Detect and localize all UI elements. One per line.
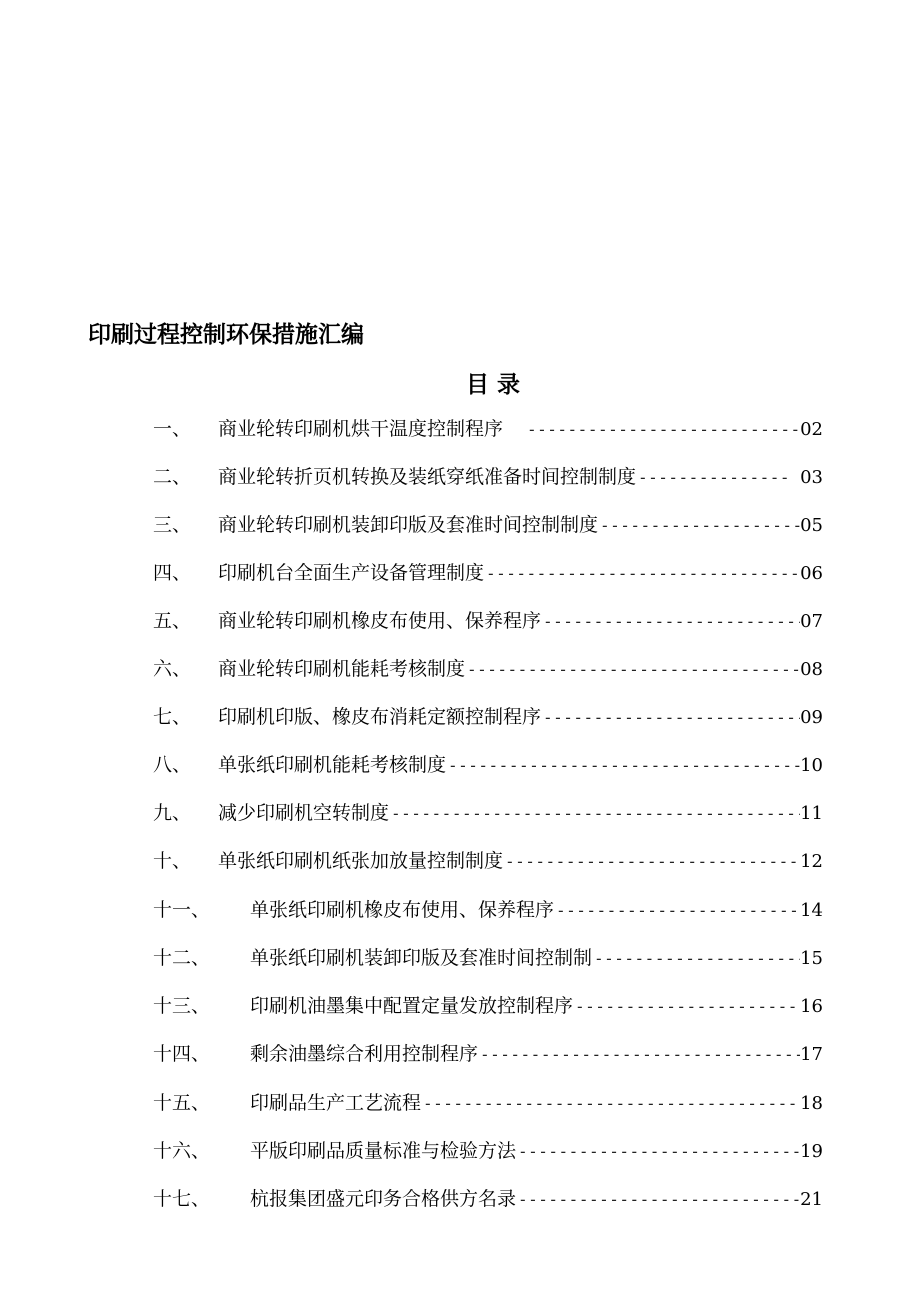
toc-entry-page: 05 [800,515,823,536]
toc-leader-dashes [518,1128,800,1176]
toc-leader-dashes [423,1080,800,1128]
document-title: 印刷过程控制环保措施汇编 [88,322,364,348]
toc-leader-dashes [467,646,800,694]
toc-entry[interactable] [0,741,920,789]
toc-entry-number: 一、 [153,418,192,440]
toc-entry[interactable] [0,693,920,741]
toc-entry-page: 17 [800,1044,823,1065]
toc-entry-number: 十七、 [153,1188,211,1210]
toc-entry-title: 单张纸印刷机橡皮布使用、保养程序 [250,899,555,921]
toc-entry-number: 五、 [153,610,192,632]
toc-entry-page: 14 [800,900,823,921]
toc-entry-title: 印刷机油墨集中配置定量发放控制程序 [250,995,574,1017]
toc-entry-title: 剩余油墨综合利用控制程序 [250,1043,479,1065]
toc-entry[interactable] [0,453,920,501]
toc-entry[interactable] [0,549,920,597]
toc-entry-page: 12 [800,851,823,872]
toc-entry-number: 七、 [153,706,192,728]
toc-entry[interactable] [0,597,920,645]
toc-entry[interactable] [0,501,920,549]
toc-entry[interactable] [0,789,920,837]
toc-leader-dashes [594,935,800,983]
toc-entry-title: 商业轮转印刷机烘干温度控制程序 [218,418,504,440]
toc-entry-number: 三、 [153,514,192,536]
toc-entry[interactable] [0,1079,920,1127]
toc-leader-dashes [543,598,800,646]
toc-entry-number: 八、 [153,754,192,776]
toc-entry[interactable] [0,645,920,693]
toc-entry[interactable] [0,1030,920,1078]
toc-leader-dashes [448,742,800,790]
toc-entry-title: 商业轮转印刷机能耗考核制度 [218,658,466,680]
toc-entry-title: 商业轮转印刷机橡皮布使用、保养程序 [218,610,542,632]
toc-entry-number: 十六、 [153,1140,211,1162]
toc-entry-number: 十三、 [153,995,211,1017]
toc-leader-dashes [486,550,800,598]
toc-entry-page: 16 [800,996,823,1017]
toc-entry-number: 十五、 [153,1092,211,1114]
toc-entry-title: 单张纸印刷机能耗考核制度 [218,754,447,776]
toc-entry-title: 单张纸印刷机纸张加放量控制制度 [218,850,504,872]
toc-entry-number: 二、 [153,466,192,488]
toc-entry-title: 平版印刷品质量标准与检验方法 [250,1140,517,1162]
toc-leader-dashes [600,502,800,550]
toc-entry-page: 03 [800,467,823,488]
toc-entry-number: 十二、 [153,947,211,969]
toc-heading: 目 录 [465,372,520,398]
toc-entry-number: 四、 [153,562,192,584]
toc-entry-page: 07 [800,611,823,632]
toc-entry-number: 十、 [153,850,192,872]
toc-entry-number: 九、 [153,802,192,824]
toc-entry-number: 十一、 [153,899,211,921]
toc-leader-dashes [575,983,800,1031]
toc-entry-page: 11 [800,803,823,824]
toc-entry-page: 21 [800,1189,823,1210]
toc-entry-page: 09 [800,707,823,728]
toc-entry-title: 杭报集团盛元印务合格供方名录 [250,1188,517,1210]
toc-entry[interactable] [0,405,920,453]
toc-leader-dashes [556,887,800,935]
toc-entry-page: 18 [800,1093,823,1114]
toc-leader-dashes [527,406,800,454]
toc-leader-dashes [518,1176,800,1224]
toc-entry-title: 印刷机印版、橡皮布消耗定额控制程序 [218,706,542,728]
toc-entry-title: 商业轮转折页机转换及装纸穿纸准备时间控制制度 [218,466,637,488]
toc-entry[interactable] [0,1127,920,1175]
toc-entry-page: 10 [800,755,823,776]
toc-leader-dashes [391,790,800,838]
toc-entry-page: 19 [800,1141,823,1162]
toc-entry[interactable] [0,886,920,934]
toc-entry-title: 商业轮转印刷机装卸印版及套准时间控制制度 [218,514,599,536]
toc-entry[interactable] [0,1175,920,1223]
toc-entry-title: 减少印刷机空转制度 [218,802,390,824]
toc-entry-number: 十四、 [153,1043,211,1065]
toc-entry-title: 单张纸印刷机装卸印版及套准时间控制制 [250,947,593,969]
toc-entry-number: 六、 [153,658,192,680]
toc-leader-dashes [505,838,800,886]
toc-entry[interactable] [0,934,920,982]
toc-entry-page: 02 [800,419,823,440]
toc-entry-title: 印刷品生产工艺流程 [250,1092,422,1114]
toc-entry-title: 印刷机台全面生产设备管理制度 [218,562,485,584]
toc-entry[interactable] [0,982,920,1030]
toc-leader-dashes [543,694,800,742]
toc-entry-page: 08 [800,659,823,680]
toc-entry[interactable] [0,837,920,885]
toc-entry-page: 15 [800,948,823,969]
toc-leader-dashes [638,454,792,502]
toc-entry-page: 06 [800,563,823,584]
toc-leader-dashes [480,1031,800,1079]
